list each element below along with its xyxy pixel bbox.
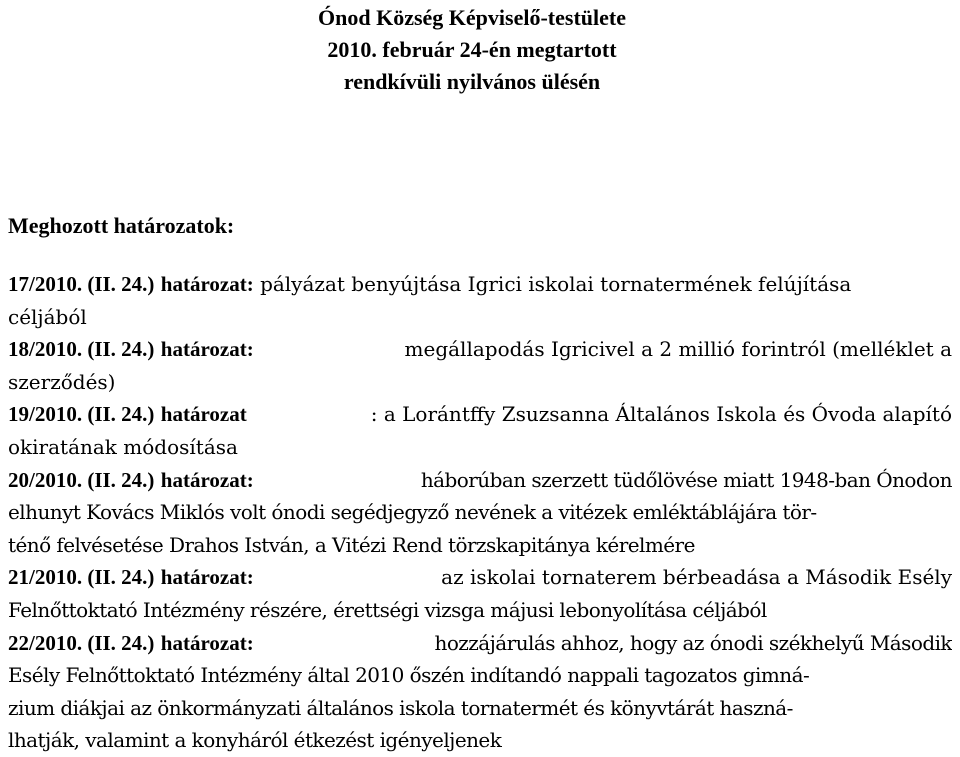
decision-text: megállapodás Igricivel a 2 millió forintról (melléklet a: [404, 337, 952, 362]
decision-text: lhatják, valamint a konyháról étkezést igényeljenek: [8, 728, 502, 753]
decision-ref: 19/2010. (II. 24.): [8, 402, 155, 427]
decision-text: hozzájárulás ahhoz, hogy az ónodi székhelyű Második: [434, 630, 952, 655]
decision-line: [8, 659, 952, 692]
decision-line: [8, 398, 952, 431]
decision-list: [8, 268, 952, 757]
decision-line: [8, 431, 952, 464]
decision-ref: 17/2010. (II. 24.): [8, 272, 155, 296]
decision-text: Esély Felnőttoktató Intézmény által 2010 őszén indítandó nappali tagozatos gimná-: [8, 663, 810, 688]
decision-19: [8, 398, 952, 463]
decision-text: Felnőttoktató Intézmény részére, érettségi vizsga májusi lebonyolítása céljából: [8, 597, 767, 622]
decision-head: [8, 398, 247, 431]
decision-head: [8, 561, 254, 594]
decision-line: [8, 301, 952, 334]
decision-text: zium diákjai az önkormányzati általános iskola tornatermét és könyvtárát haszná-: [8, 695, 793, 720]
decision-ref: 20/2010. (II. 24.): [8, 467, 155, 492]
decision-22: [8, 627, 952, 757]
decision-text: pályázat benyújtása Igrici iskolai tornatermének felújítása: [260, 272, 852, 296]
decision-head: [8, 464, 254, 497]
decision-label: határozat:: [160, 630, 254, 655]
decision-line: [8, 268, 952, 301]
document-header: [0, 2, 944, 98]
decision-line: [8, 594, 952, 627]
decision-line: [8, 627, 952, 660]
decision-17: [8, 268, 952, 333]
decision-text: : a Lorántffy Zsuzsanna Általános Iskola és Óvoda alapító: [370, 402, 952, 427]
decision-text: háborúban szerzett tüdőlövése miatt 1948-ban Ónodon: [420, 467, 952, 492]
decision-line: [8, 366, 952, 399]
decision-line: [8, 464, 952, 497]
decision-label: határozat:: [160, 337, 254, 362]
decision-label: határozat:: [160, 272, 254, 296]
section-title: Meghozott határozatok:: [8, 213, 235, 238]
council-name: Ónod Község Képviselő-testülete: [318, 5, 626, 30]
decision-text: szerződés): [8, 369, 116, 394]
decision-head: [8, 627, 254, 660]
decision-line: [8, 496, 952, 529]
decision-text: az iskolai tornaterem bérbeadása a Második Esély: [441, 565, 952, 590]
decision-20: [8, 464, 952, 562]
decision-label: határozat: [160, 402, 247, 427]
decision-text: céljából: [8, 304, 87, 329]
meeting-type: rendkívüli nyilvános ülésén: [343, 69, 601, 94]
decision-head: [8, 333, 254, 366]
decision-ref: 22/2010. (II. 24.): [8, 630, 155, 655]
decision-line: [8, 561, 952, 594]
decision-line: [8, 692, 952, 725]
decision-label: határozat:: [160, 467, 254, 492]
decision-line: [8, 529, 952, 562]
decision-18: [8, 333, 952, 398]
decision-21: [8, 561, 952, 626]
decision-text: okiratának módosítása: [8, 434, 238, 459]
decision-ref: 21/2010. (II. 24.): [8, 565, 155, 590]
meeting-date: 2010. február 24-én megtartott: [327, 37, 617, 62]
decision-line: [8, 724, 952, 757]
decision-ref: 18/2010. (II. 24.): [8, 337, 155, 362]
decision-text: elhunyt Kovács Miklós volt ónodi segédjegyző nevének a vitézek emléktáblájára tör-: [8, 500, 817, 525]
decision-label: határozat:: [160, 565, 254, 590]
decision-text: ténő felvésetése Drahos István, a Vitézi Rend törzskapitánya kérelmére: [8, 532, 695, 557]
decision-line: [8, 333, 952, 366]
